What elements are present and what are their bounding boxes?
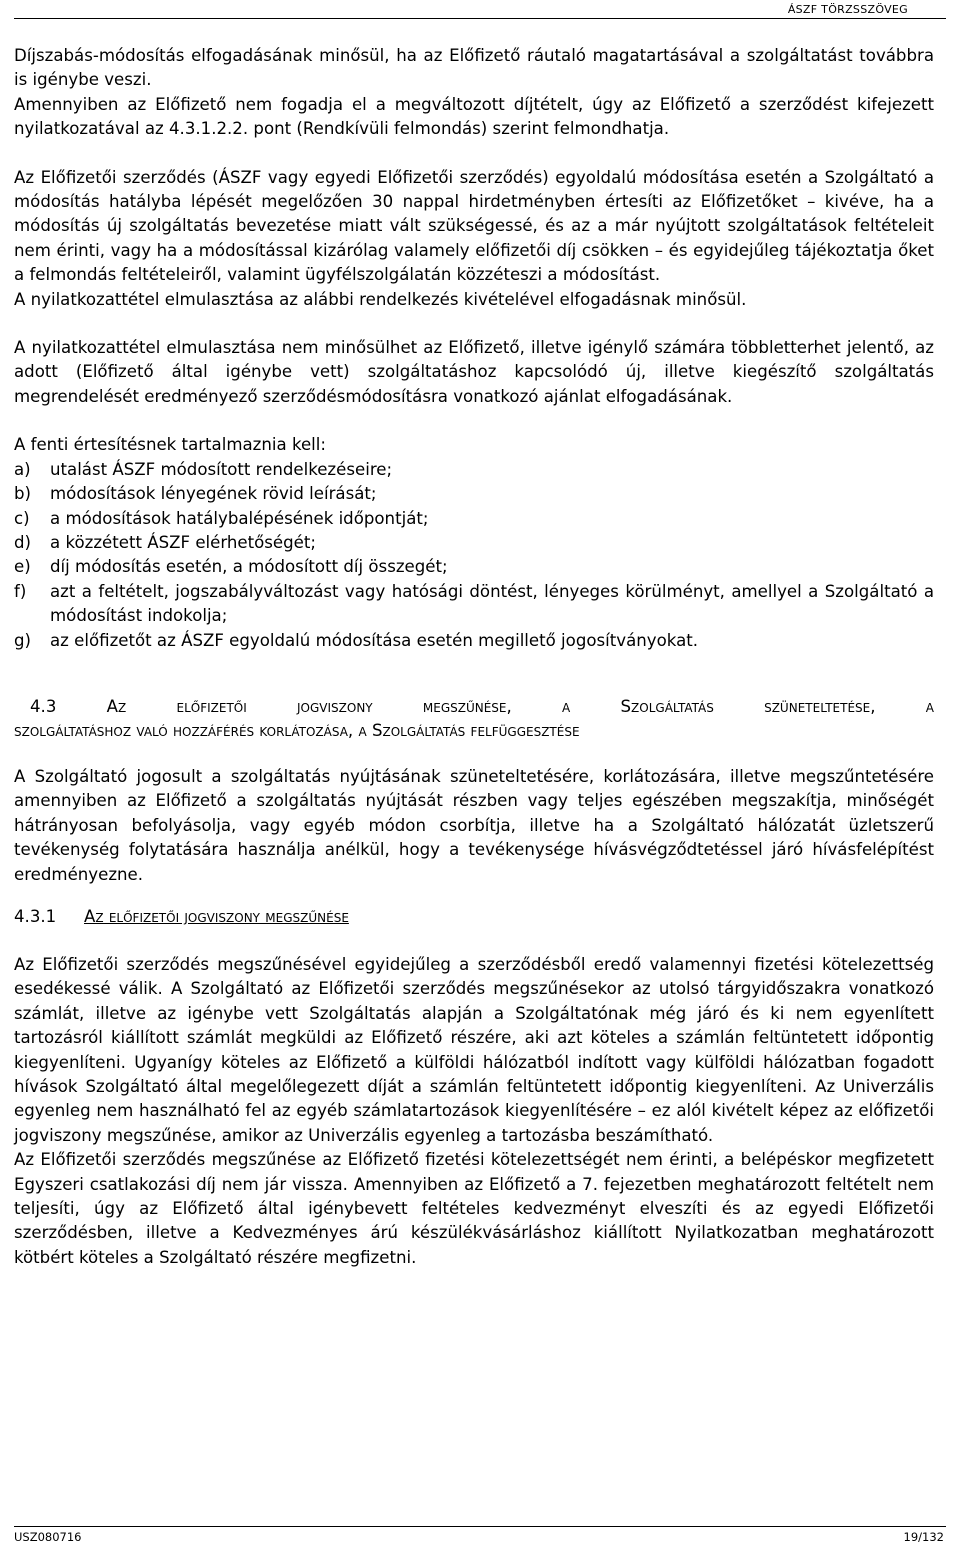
list-item-label: b)	[14, 484, 32, 504]
list-item	[14, 629, 934, 653]
list-item-label: f)	[14, 581, 27, 601]
document-body	[14, 44, 934, 1270]
list-item-label: d)	[14, 532, 32, 552]
paragraph: Az Előfizetői szerződés (ÁSZF vagy egyedi Előfizetői szerződés) egyoldalú módosítása esetén a Szolgáltató a módosítás hatályba lépését megelőzően 30 nappal hirdetményben értesíti az Előfizetőket – kivéve, ha a módosítás új szolgáltatás bevezetése miatt vált szükségessé, és az a már nyújtott szolgáltatások feltételeit nem érinti, vagy ha a módosítással kizárólag valamely előfizetői díj csökken – és egyidejűleg tájékoztatja őket a felmondás feltételeiről, valamint ügyfélszolgálatán közzéteszi a módosítást.	[14, 167, 934, 285]
list-item-text: a módosítások hatálybalépésének időpontját;	[50, 508, 429, 528]
list-item-label: g)	[14, 630, 32, 650]
list-item	[14, 531, 934, 555]
header-title: ÁSZF TÖRZSSZÖVEG	[787, 3, 908, 16]
list-item-label: e)	[14, 557, 31, 577]
subsection-body: Az Előfizetői szerződés megszűnésével egyidejűleg a szerződésből eredő valamennyi fizetési kötelezettség esedékessé válik. A Szolgáltató az Előfizetői szerződés megszűnésekor az utolsó tárgyidőszakra vonatkozó számlát, illetve az igénybe vett Szolgáltatás alapján a Szolgáltatónak még járó és ki nem egyenlített tartozásról kiállított számlát megküldi az Előfizető részére, aki azt köteles a számlán feltüntetett időpontig kiegyenlíteni. Ugyanígy köteles az Előfizető a külföldi hálózatból indított vagy külföldi hálózatban fogadott hívások Szolgáltató által megelőlegezett díját a számlán feltüntetett időpontig kiegyenlíteni. Az Univerzális egyenleg nem használható fel az egyéb számlatartozások kiegyenlítésére – ez alól kivételt képez az előfizetői jogviszony megszűnése, amikor az Univerzális egyenleg a tartozásba beszámítható.	[14, 954, 934, 1145]
list-item	[14, 580, 934, 629]
page-footer	[14, 1526, 946, 1545]
paragraph: A nyilatkozattétel elmulasztása az alábbi rendelkezés kivételével elfogadásnak minősül.	[14, 289, 747, 309]
list-item-text: utalást ÁSZF módosított rendelkezéseire;	[50, 459, 393, 479]
paragraph: A nyilatkozattétel elmulasztása nem minősülhet az Előfizető, illetve igénylő számára többletterhet jelentő, az adott (Előfizető által igénybe vett) szolgáltatáshoz kapcsolódó új, illetve kiegészítő szolgáltatás megrendelését eredményező szerződésmódosításra vonatkozó ajánlat elfogadásának.	[14, 338, 934, 406]
list-item	[14, 555, 934, 579]
section-number: 4.3	[30, 696, 57, 716]
list-item-label: c)	[14, 508, 30, 528]
paragraph: A fenti értesítésnek tartalmaznia kell:	[14, 435, 326, 455]
list-item-text: a közzétett ÁSZF elérhetőségét;	[50, 532, 316, 552]
list-item-text: az előfizetőt az ÁSZF egyoldalú módosítása esetén megillető jogosítványokat.	[50, 630, 699, 650]
section-title-line1: Az előfizetői jogviszony megszűnése, a Szolgáltatás szüneteltetése, a	[106, 696, 934, 716]
paragraph: Díjszabás-módosítás elfogadásának minősül, ha az Előfizető ráutaló magatartásával a szolgáltatást továbbra is igénybe veszi.	[14, 46, 934, 90]
page-number: 19/132	[903, 1530, 944, 1544]
list-item-label: a)	[14, 459, 31, 479]
subsection-title: Az előfizetői jogviszony megszűnése	[84, 906, 349, 926]
section-title-line2: szolgáltatáshoz való hozzáférés korlátozása, a Szolgáltatás felfüggesztése	[14, 720, 580, 740]
list-item-text: módosítások lényegének rövid leírását;	[50, 484, 377, 504]
list-item	[14, 458, 934, 482]
document-code: USZ080716	[14, 1530, 82, 1544]
list-item-text: díj módosítás esetén, a módosított díj összegét;	[50, 557, 448, 577]
list-item	[14, 507, 934, 531]
notice-requirements-list	[14, 458, 934, 653]
section-heading	[14, 695, 934, 719]
section-body: A Szolgáltató jogosult a szolgáltatás nyújtásának szüneteltetésére, korlátozására, illetve megszűntetésére amennyiben az Előfizető a szolgáltatás nyújtását részben vagy teljes egészében megszakítja, minőségét hátrányosan befolyásolja, vagy egyéb módon csorbítja, illetve ha a Szolgáltató hálózatát üzletszerű tevékenység folytatására használja anélkül, hogy a tevékenysége hívásvégződtetéssel járó hívásfelépítést eredményezne.	[14, 766, 934, 884]
paragraph: Amennyiben az Előfizető nem fogadja el a megváltozott díjtételt, úgy az Előfizető a szerződést kifejezett nyilatkozatával az 4.3.1.2.2. pont (Rendkívüli felmondás) szerint felmondhatja.	[14, 94, 934, 139]
subsection-number: 4.3.1	[14, 906, 57, 926]
list-item	[14, 482, 934, 506]
page-header	[14, 2, 946, 19]
subsection-body: Az Előfizetői szerződés megszűnése az Előfizető fizetési kötelezettségét nem érinti, a belépéskor megfizetett Egyszeri csatlakozási díj nem jár vissza. Amennyiben az Előfizető a 7. fejezetben meghatározott feltételt nem teljesíti, úgy az Előfizető által igénybevett feltételes kedvezményt elveszíti és az egyedi Előfizetői szerződésben, illetve a Kedvezményes árú készülékvásárláshoz kiállított Nyilatkozatban meghatározott kötbért köteles a Szolgáltató részére megfizetni.	[14, 1150, 934, 1267]
list-item-text: azt a feltételt, jogszabályváltozást vagy hatósági döntést, lényeges körülményt, amellyel a Szolgáltató a módosítást indokolja;	[50, 581, 934, 626]
subsection-heading	[14, 905, 934, 929]
